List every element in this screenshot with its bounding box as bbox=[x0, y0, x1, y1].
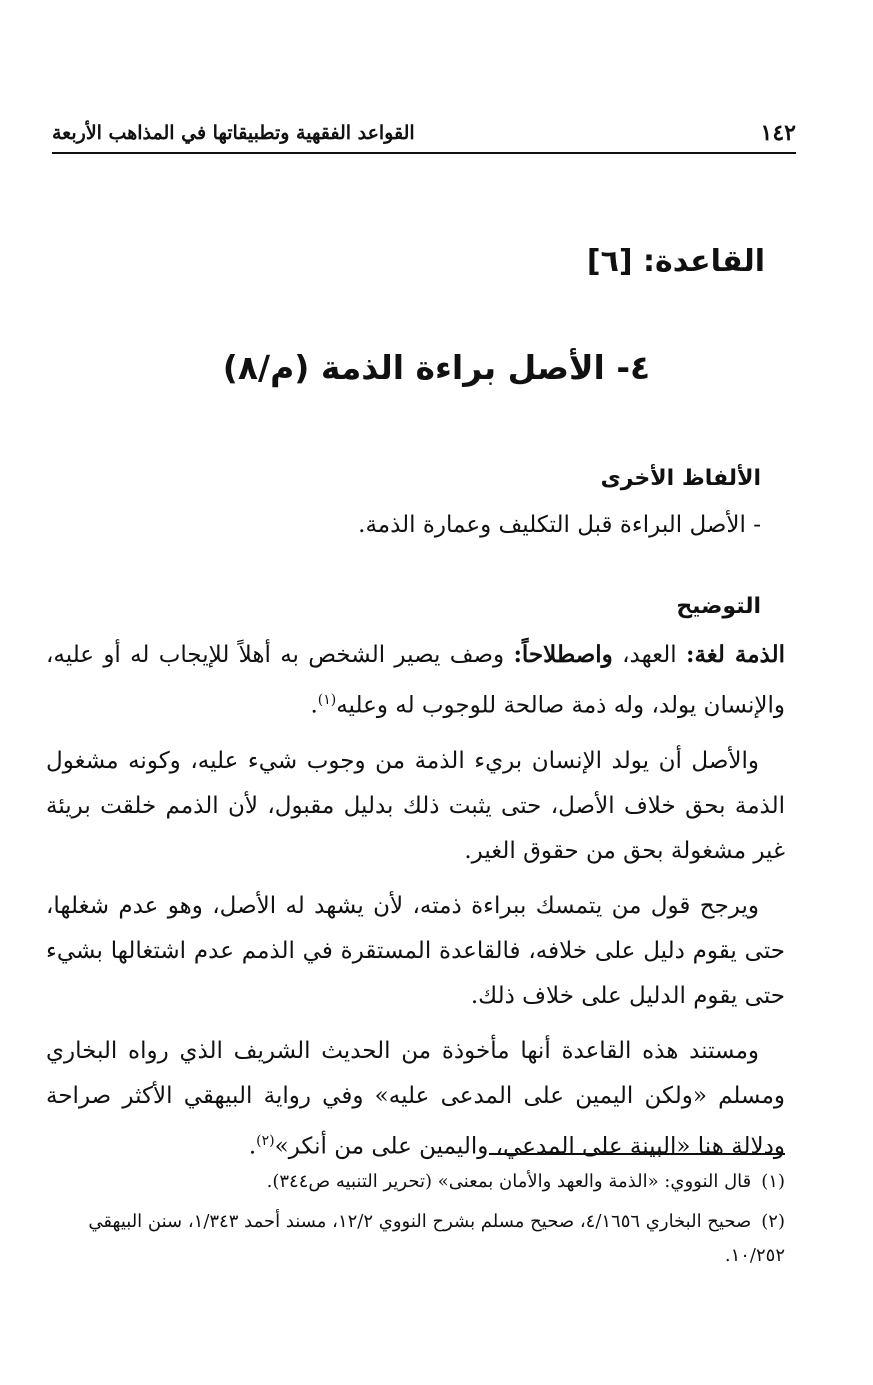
footnote bbox=[42, 1165, 785, 1199]
page-header bbox=[52, 112, 796, 154]
paragraph-evidence bbox=[46, 1029, 785, 1170]
rule-number: القاعدة: [٦] bbox=[586, 244, 765, 279]
text-segment: وصف يصير الشخص به أهلاً للإيجاب له أو عليه، والإنسان يولد، وله ذمة صالحة للوجوب له وعليه bbox=[46, 642, 785, 719]
paragraph-definition bbox=[46, 632, 785, 729]
footnote-text: صحيح البخاري ٤/١٦٥٦، صحيح مسلم بشرح النووي ١٢/٢، مسند أحمد ١/٣٤٣، سنن البيهقي ١٠/٢٥٢. bbox=[88, 1211, 785, 1266]
term-technical: واصطلاحاً: bbox=[513, 641, 613, 668]
footnote-ref[interactable]: (١) bbox=[317, 692, 337, 708]
footnote-number: (١) bbox=[761, 1171, 785, 1192]
rule-title: ٤- الأصل براءة الذمة (م/٨) bbox=[222, 348, 651, 387]
explanation-heading: التوضيح bbox=[676, 594, 761, 619]
page-number: ١٤٢ bbox=[760, 120, 796, 146]
text-segment: العهد، bbox=[612, 642, 686, 668]
text-segment: . bbox=[310, 692, 318, 719]
footnotes bbox=[42, 1165, 785, 1279]
paragraph-preference: ويرجح قول من يتمسك ببراءة ذمته، لأن يشهد له الأصل، وهو عدم شغلها، حتى يقوم دليل على خلافه، فالقاعدة المستقرة في الذمم عدم اشتغالها بشيء حتى يقوم الدليل على خلاف ذلك. bbox=[46, 892, 785, 1009]
footnote-text: قال النووي: «الذمة والعهد والأمان بمعنى» (تحرير التنبيه ص٣٤٤). bbox=[266, 1171, 752, 1192]
footnote-ref[interactable]: (٢) bbox=[256, 1132, 275, 1149]
running-title: القواعد الفقهية وتطبيقاتها في المذاهب الأربعة bbox=[52, 122, 415, 144]
explanation-body bbox=[46, 632, 785, 1179]
paragraph-principle: والأصل أن يولد الإنسان بريء الذمة من وجوب شيء عليه، وكونه مشغول الذمة بحق خلاف الأصل، حتى يثبت ذلك بدليل مقبول، لأن الذمم خلقت بريئة غير مشغولة بحق من حقوق الغير. bbox=[46, 747, 785, 864]
footnote-number: (٢) bbox=[761, 1211, 785, 1232]
alternatives-heading: الألفاظ الأخرى bbox=[600, 466, 761, 491]
term-linguistic: الذمة لغة: bbox=[685, 641, 785, 668]
alternative-item: - الأصل البراءة قبل التكليف وعمارة الذمة. bbox=[358, 512, 761, 538]
footnote bbox=[42, 1205, 785, 1273]
text-segment: ومستند هذه القاعدة أنها مأخوذة من الحديث الشريف الذي رواه البخاري ومسلم «ولكن اليمين على المدعى عليه» وفي رواية البيهقي الأكثر صراحة ودلالة هنا «البينة على المدعي، واليمين على من أنكر» bbox=[46, 1037, 785, 1160]
text-segment: . bbox=[248, 1133, 257, 1160]
alternatives-list bbox=[90, 512, 761, 538]
footnote-divider bbox=[489, 1153, 785, 1155]
